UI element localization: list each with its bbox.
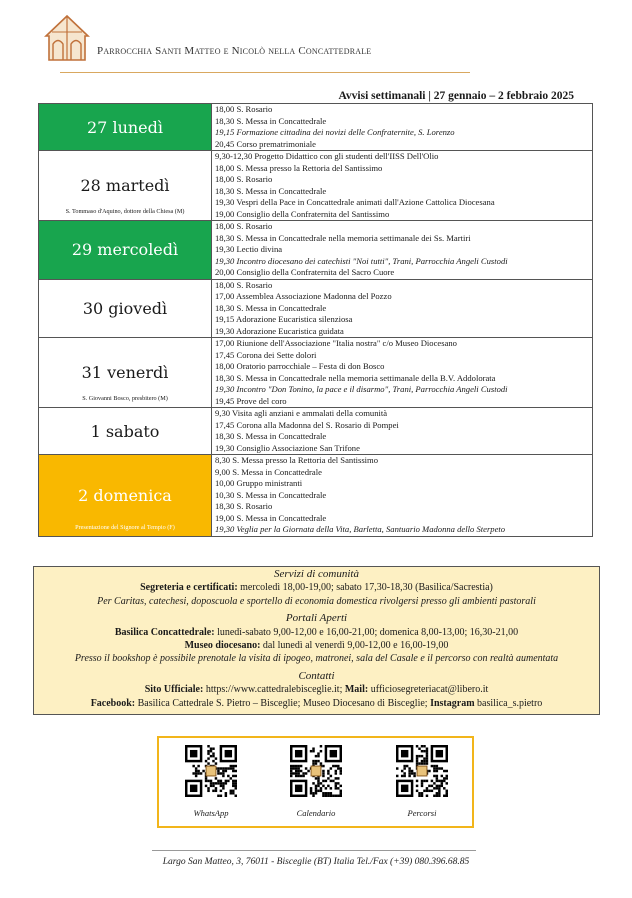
event-item: 19,30 Incontro "Don Tonino, la pace e il disarmo", Trani, Parrocchia Angeli Custodi: [215, 384, 508, 394]
day-row: [39, 279, 593, 338]
calendar-qr-code[interactable]: [290, 745, 342, 797]
day-cell: [39, 151, 212, 221]
qr-codes-box: [157, 736, 474, 828]
event-item: 18,30 S. Rosario: [215, 501, 273, 511]
event-item: 18,30 S. Messa in Concattedrale: [215, 431, 327, 441]
events-cell: [212, 151, 593, 221]
day-row: [39, 151, 593, 221]
event-item: 17,00 Riunione dell'Associazione "Italia nostra" c/o Museo Diocesano: [215, 338, 457, 348]
parish-name: Parrocchia Santi Matteo e Nicolò nella Concattedrale: [97, 45, 372, 57]
day-label: 29 mercoledì: [71, 240, 179, 260]
event-item: 18,30 S. Messa in Concattedrale: [215, 185, 327, 196]
event-item: 19,30 Consiglio Associazione San Trifone: [215, 442, 360, 453]
bookshop-note: Presso il bookshop è possibile prenotale la visita di ipogeo, matronei, sala del Casale e il percorso con realtà aumentata: [74, 653, 559, 665]
event-item: 19,30 Incontro diocesano dei catechisti "Noi tutti", Trani, Parrocchia Angeli Custodi: [215, 255, 508, 266]
event-item: 8,30 S. Messa presso la Rettoria del Santissimo: [215, 455, 379, 465]
event-item: 18,00 S. Rosario: [215, 279, 273, 290]
basilica-hours: Basilica Concattedrale: lunedì-sabato 9,00-12,00 e 16,00-21,00; domenica 8,00-13,00; 16,30-21,00: [114, 626, 519, 638]
secretary-note: Per Caritas, catechesi, doposcuola e sportello di economia domestica rivolgersi presso gli ambienti pastorali: [97, 595, 536, 607]
event-item: 17,00 Assemblea Associazione Madonna del Pozzo: [215, 291, 392, 301]
event-item: 9,30 Visita agli anziani e ammalati della comunità: [215, 408, 388, 418]
event-item: 19,45 Prove del coro: [215, 395, 287, 406]
day-label: 31 venerdì: [81, 363, 169, 382]
day-label: 1 sabato: [90, 421, 160, 441]
whatsapp-qr-code[interactable]: [185, 745, 237, 797]
event-item: 19,30 Lectio divina: [215, 244, 283, 254]
event-item: 17,45 Corona alla Madonna del S. Rosario di Pompei: [215, 419, 399, 430]
event-item: 18,30 S. Messa in Concattedrale: [215, 115, 327, 126]
event-item: 20,45 Corso prematrimoniale: [215, 138, 316, 149]
day-cell: [39, 338, 212, 408]
email-link[interactable]: ufficiosegreteriacat@libero.it: [368, 684, 489, 696]
day-row: [39, 408, 593, 455]
services-heading: Servizi di comunità: [274, 568, 359, 580]
church-logo: [44, 14, 90, 62]
secretary-line: Segreteria e certificati: mercoledì 18,00-19,00; sabato 17,30-18,30 (Basilica/Sacrestia): [140, 582, 493, 594]
footer-divider: [152, 850, 476, 851]
day-cell: [39, 221, 212, 280]
open-doors-heading: Portali Aperti: [285, 612, 348, 625]
event-item: 18,00 S. Rosario: [215, 104, 273, 114]
day-cell: [39, 279, 212, 338]
event-item: 18,30 S. Messa in Concattedrale nella memoria settimanale dei Ss. Martiri: [215, 232, 471, 243]
day-label: 28 martedì: [80, 176, 170, 195]
qr-label-routes: Percorsi: [407, 808, 437, 818]
weekly-schedule-table: [38, 103, 593, 537]
events-cell: [212, 279, 593, 338]
day-cell: [39, 455, 212, 537]
events-cell: [212, 338, 593, 408]
event-item: 19,00 Consiglio della Confraternita del Santissimo: [215, 208, 390, 219]
events-cell: [212, 408, 593, 455]
event-item: 19,30 Adorazione Eucaristica guidata: [215, 325, 344, 336]
day-label: 2 domenica: [78, 485, 172, 505]
day-label: 27 lunedì: [87, 117, 163, 137]
day-cell: [39, 104, 212, 151]
events-cell: [212, 104, 593, 151]
day-row: [39, 338, 593, 408]
site-mail-line: Sito Ufficiale: https://www.cattedralebisceglie.it; Mail: ufficiosegreteriacat@libero.it: [144, 684, 489, 696]
event-item: 20,00 Consiglio della Confraternita del Sacro Cuore: [215, 267, 395, 277]
website-link[interactable]: https://www.cattedralebisceglie.it;: [203, 684, 345, 696]
event-item: 18,30 S. Messa in Concattedrale: [215, 302, 327, 313]
contacts-heading: Contatti: [298, 669, 335, 682]
day-row: [39, 455, 593, 537]
social-line: Facebook: Basilica Cattedrale S. Pietro – Bisceglie; Museo Diocesano di Bisceglie; Instagram basilica_s.pietro: [90, 697, 543, 709]
events-cell: [212, 221, 593, 280]
day-saint: Presentazione del Signore al Tempio (F): [75, 523, 175, 531]
event-item: 17,45 Corona dei Sette dolori: [215, 349, 317, 360]
museum-hours: Museo diocesano: dal lunedì al venerdì 9,00-12,00 e 16,00-19,00: [184, 640, 449, 652]
event-item: 19,15 Adorazione Eucaristica silenziosa: [215, 314, 353, 324]
page-title: Avvisi settimanali | 27 gennaio – 2 febbraio 2025: [338, 90, 574, 102]
day-cell: [39, 408, 212, 455]
event-item: 18,30 S. Messa in Concattedrale nella memoria settimanale della B.V. Addolorata: [215, 372, 496, 383]
day-saint: S. Giovanni Bosco, presbitero (M): [82, 395, 168, 402]
event-item: 18,00 S. Rosario: [215, 221, 273, 231]
event-item: 19,15 Formazione cittadina dei novizi delle Confraternite, S. Lorenzo: [215, 127, 455, 137]
day-saint: S. Tommaso d'Aquino, dottore della Chiesa (M): [65, 208, 185, 215]
event-item: 19,30 Vespri della Pace in Concattedrale animati dall'Azione Cattolica Diocesana: [215, 197, 495, 207]
event-item: 19,00 S. Messa in Concattedrale: [215, 512, 327, 523]
qr-label-whatsapp: WhatsApp: [193, 808, 229, 818]
event-item: 9,30-12,30 Progetto Didattico con gli studenti dell'IISS Dell'Olio: [215, 151, 439, 161]
event-item: 18,00 S. Rosario: [215, 174, 273, 184]
event-item: 10,00 Gruppo ministranti: [215, 478, 303, 488]
header-divider: [60, 72, 470, 73]
footer-address: Largo San Matteo, 3, 76011 - Bisceglie (BT) Italia Tel./Fax (+39) 080.396.68.85: [162, 857, 470, 867]
event-item: 9,00 S. Messa in Concattedrale: [215, 466, 322, 477]
community-services-box: [33, 566, 600, 715]
events-cell: [212, 455, 593, 537]
routes-qr-code[interactable]: [396, 745, 448, 797]
day-label: 30 giovedì: [82, 298, 168, 318]
day-row: [39, 221, 593, 280]
day-row: [39, 104, 593, 151]
event-item: 19,30 Veglia per la Giornata della Vita, Barletta, Santuario Madonna dello Sterpeto: [215, 524, 506, 534]
event-item: 10,30 S. Messa in Concattedrale: [215, 489, 327, 500]
event-item: 18,00 Oratorio parrocchiale – Festa di don Bosco: [215, 361, 385, 371]
event-item: 18,00 S. Messa presso la Rettoria del Santissimo: [215, 162, 383, 173]
qr-label-calendar: Calendario: [296, 808, 336, 818]
